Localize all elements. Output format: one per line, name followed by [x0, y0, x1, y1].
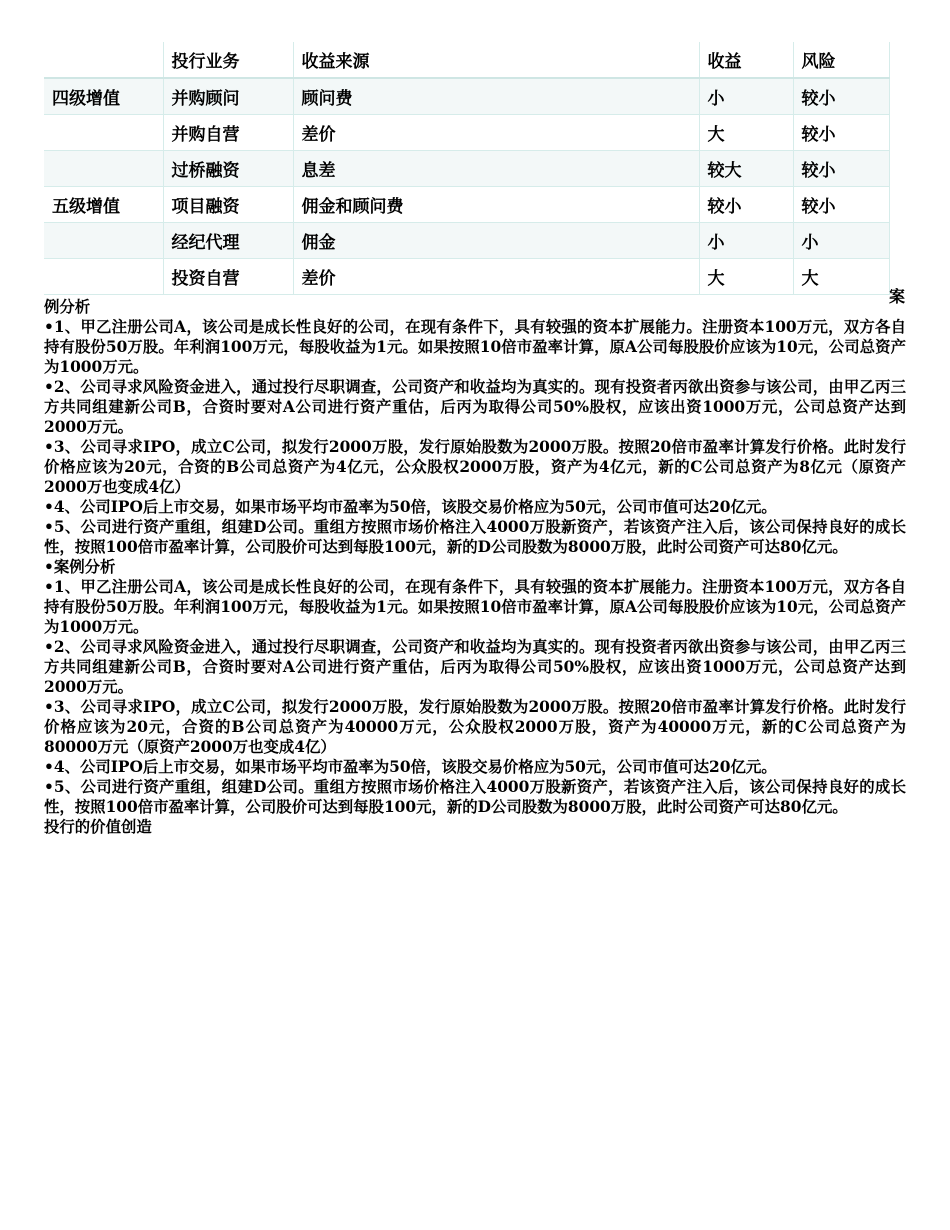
table-cell: 大	[699, 115, 793, 151]
table-header-cell: 收益来源	[293, 42, 699, 78]
table-header-cell: 风险	[793, 42, 889, 78]
table-cell	[44, 115, 163, 151]
bullet-text: 5、公司进行资产重组，组建D公司。重组方按照市场价格注入4000万股新资产，若该资产注入后，该公司保持良好的成长性，按照100倍市盈率计算，公司股价可达到每股100元，新的D公司股数为8000万股，此时公司资产可达80亿元。	[44, 518, 906, 556]
table-row	[44, 151, 889, 187]
bullet-item	[44, 437, 906, 497]
bullet-icon: •	[44, 578, 54, 596]
table-cell: 小	[699, 223, 793, 259]
bullet-text: 5、公司进行资产重组，组建D公司。重组方按照市场价格注入4000万股新资产，若该资产注入后，该公司保持良好的成长性，按照100倍市盈率计算，公司股价可达到每股100元，新的D公司股数为8000万股，此时公司资产可达80亿元。	[44, 778, 906, 816]
table-row	[44, 115, 889, 151]
document-page	[44, 42, 906, 837]
bullet-item	[44, 377, 906, 437]
bullet-icon: •	[44, 558, 54, 576]
table-cell: 较大	[699, 151, 793, 187]
table-row	[44, 259, 889, 295]
table-cell: 较小	[793, 78, 889, 115]
bullet-item	[44, 497, 906, 517]
case-analysis-heading-start: 案	[889, 287, 906, 306]
case-analysis-text	[44, 297, 906, 837]
table-cell: 较小	[793, 187, 889, 223]
table-cell: 并购顾问	[163, 78, 293, 115]
bullet-item	[44, 577, 906, 637]
table-cell: 息差	[293, 151, 699, 187]
table-cell: 投资自营	[163, 259, 293, 295]
bullet-text: 4、公司IPO后上市交易，如果市场平均市盈率为50倍，该股交易价格应为50元，公司市值可达20亿元。	[53, 498, 777, 516]
table-cell: 较小	[699, 187, 793, 223]
table-cell: 小	[793, 223, 889, 259]
table-cell: 项目融资	[163, 187, 293, 223]
bullet-item	[44, 557, 906, 577]
table-cell: 佣金	[293, 223, 699, 259]
bullet-text: 1、甲乙注册公司A，该公司是成长性良好的公司，在现有条件下，具有较强的资本扩展能力。注册资本100万元，双方各自持有股份50万股。年利润100万元，每股收益为1元。如果按照10倍市盈率计算，原A公司每股股价应该为10元，公司总资产为1000万元。	[44, 578, 906, 636]
table-cell: 差价	[293, 115, 699, 151]
table-header-cell: 收益	[699, 42, 793, 78]
bullet-text: 3、公司寻求IPO，成立C公司，拟发行2000万股，发行原始股数为2000万股。按照20倍市盈率计算发行价格。此时发行价格应该为20元，合资的B公司总资产为4亿元，公众股权2000万股，资产为4亿元，新的C公司总资产为8亿元（原资产2000万也变成4亿）	[44, 438, 906, 496]
bullet-text: 1、甲乙注册公司A，该公司是成长性良好的公司，在现有条件下，具有较强的资本扩展能力。注册资本100万元，双方各自持有股份50万股。年利润100万元，每股收益为1元。如果按照10倍市盈率计算，原A公司每股股价应该为10元，公司总资产为1000万元。	[44, 318, 906, 376]
bullet-item	[44, 637, 906, 697]
footer-title: 投行的价值创造	[44, 818, 152, 836]
table-header-cell	[44, 42, 163, 78]
table-row	[44, 187, 889, 223]
table-cell: 五级增值	[44, 187, 163, 223]
bullet-text: 2、公司寻求风险资金进入，通过投行尽职调查，公司资产和收益均为真实的。现有投资者丙欲出资参与该公司，由甲乙丙三方共同组建新公司B，合资时要对A公司进行资产重估，后丙为取得公司50%股权，应该出资1000万元，公司总资产达到2000万元。	[44, 638, 906, 696]
table-cell	[44, 151, 163, 187]
table-cell: 四级增值	[44, 78, 163, 115]
bullet-icon: •	[44, 378, 54, 396]
bullet-item	[44, 517, 906, 557]
section-title: 案例分析	[53, 558, 116, 576]
table-cell: 大	[793, 259, 889, 295]
bullet-icon: •	[44, 758, 54, 776]
table-cell	[44, 223, 163, 259]
table-cell: 并购自营	[163, 115, 293, 151]
table-cell: 佣金和顾问费	[293, 187, 699, 223]
table-row	[44, 78, 889, 115]
investment-banking-table-wrap	[44, 42, 889, 295]
bullet-item	[44, 757, 906, 777]
bullet-icon: •	[44, 498, 54, 516]
bullet-icon: •	[44, 778, 54, 796]
table-row	[44, 223, 889, 259]
table-cell: 大	[699, 259, 793, 295]
table-cell: 过桥融资	[163, 151, 293, 187]
table-cell	[44, 259, 163, 295]
investment-banking-table	[44, 42, 890, 295]
bullet-text: 2、公司寻求风险资金进入，通过投行尽职调查，公司资产和收益均为真实的。现有投资者丙欲出资参与该公司，由甲乙丙三方共同组建新公司B，合资时要对A公司进行资产重估，后丙为取得公司50%股权，应该出资1000万元，公司总资产达到2000万元。	[44, 378, 906, 436]
bullet-text: 4、公司IPO后上市交易，如果市场平均市盈率为50倍，该股交易价格应为50元，公司市值可达20亿元。	[53, 758, 777, 776]
table-cell: 差价	[293, 259, 699, 295]
table-cell: 较小	[793, 115, 889, 151]
bullet-icon: •	[44, 638, 54, 656]
table-cell: 经纪代理	[163, 223, 293, 259]
table-header-row	[44, 42, 889, 78]
table-cell: 较小	[793, 151, 889, 187]
bullet-icon: •	[44, 438, 54, 456]
bullet-item	[44, 697, 906, 757]
table-cell: 小	[699, 78, 793, 115]
table-header-cell: 投行业务	[163, 42, 293, 78]
bullet-text: 3、公司寻求IPO，成立C公司，拟发行2000万股，发行原始股数为2000万股。按照20倍市盈率计算发行价格。此时发行价格应该为20元，合资的B公司总资产为40000万元，公众股权2000万股，资产为40000万元，新的C公司总资产为80000万元（原资产2000万也变成4亿）	[44, 698, 906, 756]
bullet-item	[44, 777, 906, 817]
table-cell: 顾问费	[293, 78, 699, 115]
bullet-item	[44, 317, 906, 377]
case-analysis-heading: 例分析	[44, 298, 91, 316]
bullet-icon: •	[44, 698, 54, 716]
bullet-icon: •	[44, 518, 54, 536]
bullet-icon: •	[44, 318, 54, 336]
